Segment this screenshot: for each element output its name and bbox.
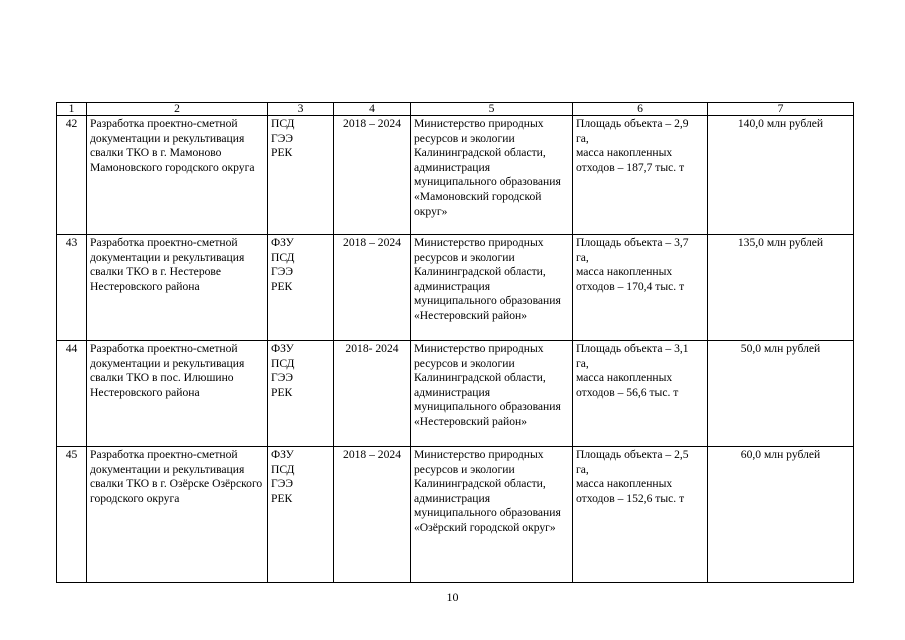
row-number: 42: [57, 116, 87, 235]
indicators: Площадь объекта – 3,1 га, масса накопленных отходов – 56,6 тыс. т: [573, 341, 708, 447]
indicators: Площадь объекта – 2,9 га, масса накопленных отходов – 187,7 тыс. т: [573, 116, 708, 235]
cost: 50,0 млн рублей: [708, 341, 854, 447]
column-header: 7: [708, 103, 854, 116]
stage-codes: ФЗУ ПСД ГЭЭ РЕК: [268, 341, 334, 447]
indicators: Площадь объекта – 3,7 га, масса накопленных отходов – 170,4 тыс. т: [573, 235, 708, 341]
table-row: [57, 116, 854, 235]
page-number: 10: [446, 590, 459, 604]
row-number: 44: [57, 341, 87, 447]
cost: 60,0 млн рублей: [708, 447, 854, 583]
executor: Министерство природных ресурсов и экологии Калининградской области, администрация муниципального образования «Нестеровский район»: [411, 235, 573, 341]
measure-name: Разработка проектно-сметной документации и рекультивация свалки ТКО в г. Озёрске Озёрского городского округа: [87, 447, 268, 583]
row-number: 43: [57, 235, 87, 341]
stage-codes: ФЗУ ПСД ГЭЭ РЕК: [268, 447, 334, 583]
stage-codes: ПСД ГЭЭ РЕК: [268, 116, 334, 235]
executor: Министерство природных ресурсов и экологии Калининградской области, администрация муниципального образования «Мамоновский городской округ»: [411, 116, 573, 235]
measure-name: Разработка проектно-сметной документации и рекультивация свалки ТКО в г. Мамоново Мамоновского городского округа: [87, 116, 268, 235]
table-row: [57, 235, 854, 341]
period: 2018- 2024: [334, 341, 411, 447]
column-header: 3: [268, 103, 334, 116]
column-header: 2: [87, 103, 268, 116]
stage-codes: ФЗУ ПСД ГЭЭ РЕК: [268, 235, 334, 341]
executor: Министерство природных ресурсов и экологии Калининградской области, администрация муниципального образования «Озёрский городской округ»: [411, 447, 573, 583]
measures-table: [56, 102, 854, 583]
table-row: [57, 341, 854, 447]
row-number: 45: [57, 447, 87, 583]
table-header-row: [57, 103, 854, 116]
column-header: 4: [334, 103, 411, 116]
column-header: 6: [573, 103, 708, 116]
executor: Министерство природных ресурсов и экологии Калининградской области, администрация муниципального образования «Нестеровский район»: [411, 341, 573, 447]
indicators: Площадь объекта – 2,5 га, масса накопленных отходов – 152,6 тыс. т: [573, 447, 708, 583]
table-row: [57, 447, 854, 583]
measure-name: Разработка проектно-сметной документации и рекультивация свалки ТКО в пос. Илюшино Нестеровского района: [87, 341, 268, 447]
column-header: 1: [57, 103, 87, 116]
period: 2018 – 2024: [334, 447, 411, 583]
cost: 140,0 млн рублей: [708, 116, 854, 235]
period: 2018 – 2024: [334, 116, 411, 235]
cost: 135,0 млн рублей: [708, 235, 854, 341]
period: 2018 – 2024: [334, 235, 411, 341]
measure-name: Разработка проектно-сметной документации и рекультивация свалки ТКО в г. Нестерове Нестеровского района: [87, 235, 268, 341]
column-header: 5: [411, 103, 573, 116]
